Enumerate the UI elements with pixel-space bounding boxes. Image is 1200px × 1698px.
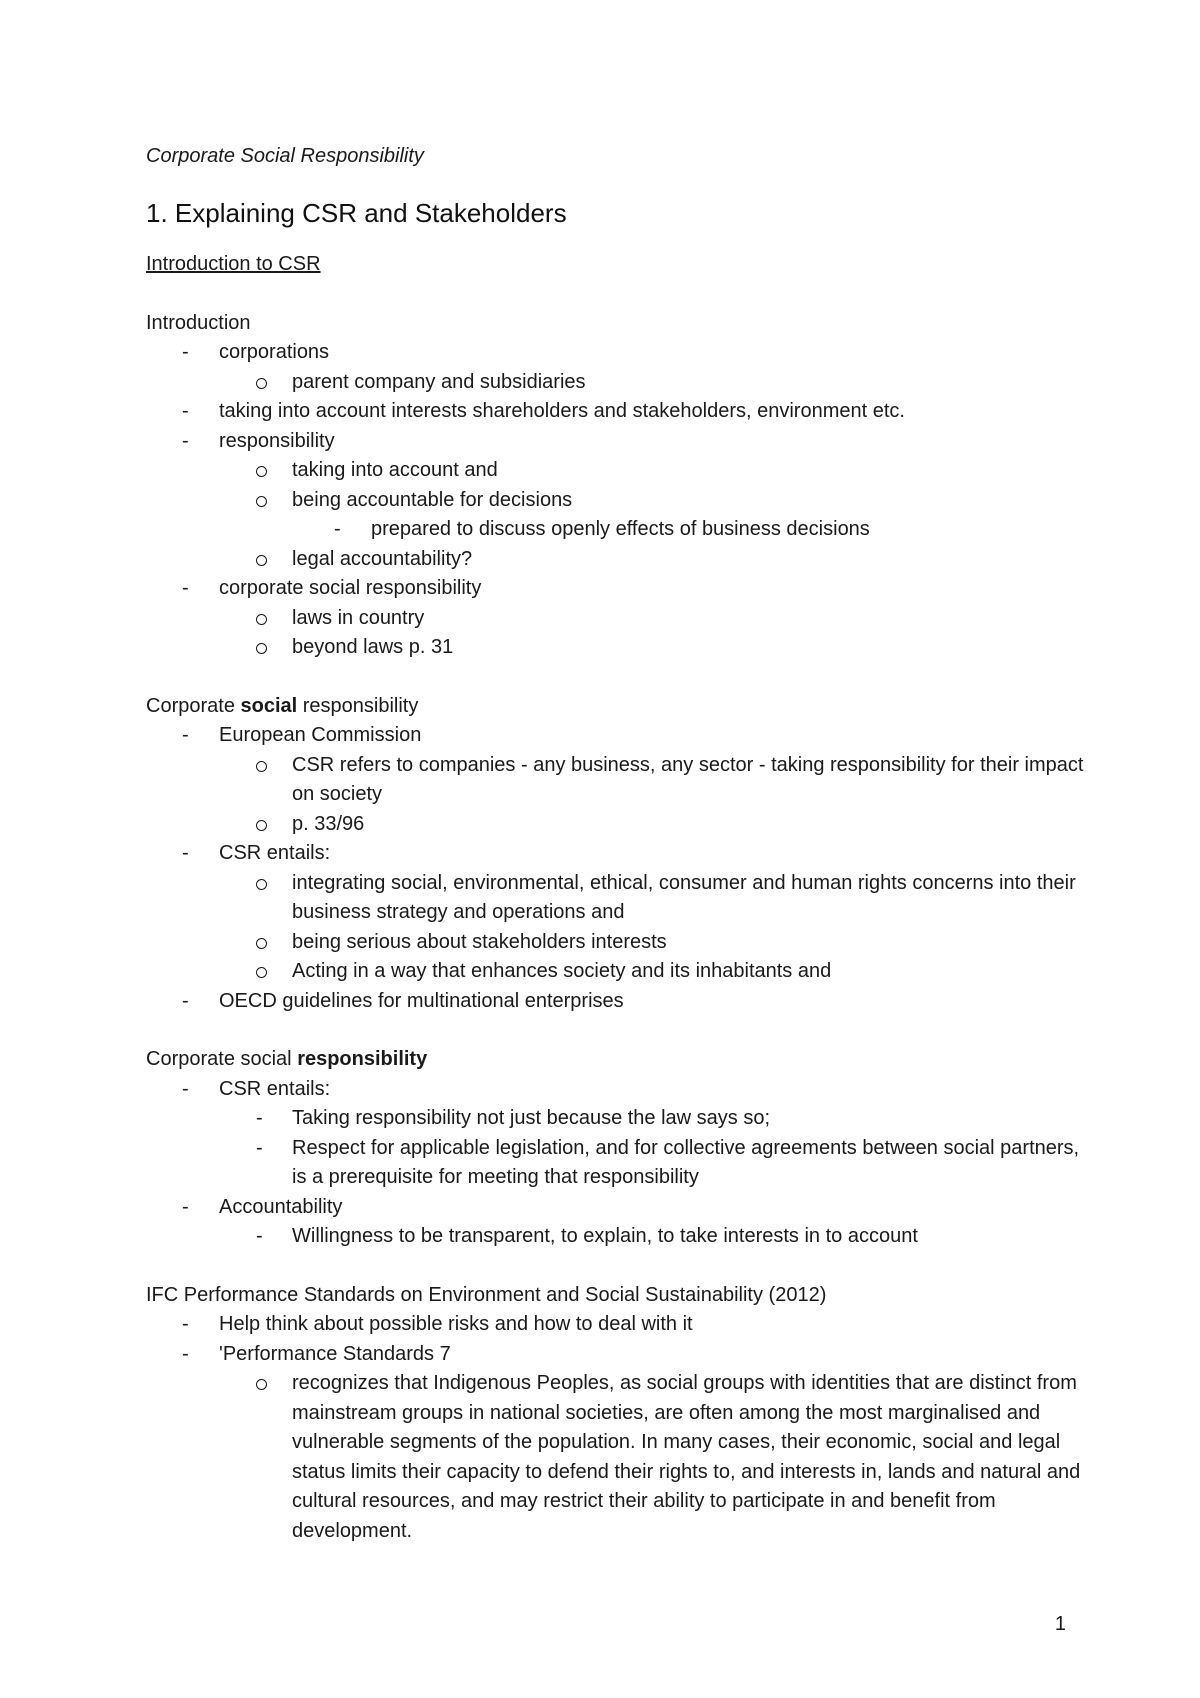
page-number: 1 bbox=[1054, 1613, 1066, 1635]
circle-bullet-icon bbox=[256, 938, 267, 949]
list-item-text: responsibility bbox=[219, 429, 335, 452]
list-item bbox=[146, 427, 1086, 575]
list-item-text: 'Performance Standards 7 bbox=[219, 1342, 451, 1365]
bullet-list bbox=[146, 721, 1086, 1016]
list-item-text: corporations bbox=[219, 341, 330, 363]
list-item bbox=[146, 1222, 1086, 1252]
sub-list bbox=[219, 604, 1086, 663]
dash-marker: - bbox=[256, 1225, 263, 1247]
list-item-text: being accountable for decisions bbox=[292, 488, 573, 511]
section-ifc bbox=[146, 1281, 1086, 1547]
dash-marker: - bbox=[256, 1107, 263, 1129]
title-text: Corporate bbox=[146, 694, 241, 717]
list-item-text: Willingness to be transparent, to explain, to take interests in to account bbox=[292, 1225, 918, 1247]
list-item bbox=[146, 574, 1086, 663]
circle-bullet-icon bbox=[256, 879, 267, 890]
list-item bbox=[146, 456, 1086, 486]
document-title: Corporate Social Responsibility bbox=[146, 145, 424, 167]
sub-list bbox=[219, 456, 1086, 574]
list-item bbox=[146, 928, 1086, 958]
title-text: Corporate social bbox=[146, 1048, 298, 1070]
list-item bbox=[146, 338, 1086, 397]
list-item-text: Acting in a way that enhances society and its inhabitants and bbox=[292, 960, 832, 982]
list-item-text: integrating social, environmental, ethical, consumer and human rights concerns into their business strategy and operations and bbox=[292, 871, 1076, 923]
dash-marker: - bbox=[182, 341, 189, 363]
list-item bbox=[146, 368, 1086, 398]
list-item bbox=[146, 1310, 1086, 1340]
list-item-text: laws in country bbox=[292, 606, 425, 629]
list-item bbox=[146, 721, 1086, 839]
list-item-text: corporate social responsibility bbox=[219, 577, 482, 599]
list-item-text: recognizes that Indigenous Peoples, as social groups with identities that are distinct from mainstream groups in national societies, are often among the most marginalised and vulnerable segments of the population. In many cases, their economic, social and legal status limits their capacity to defend their rights to, and interests in, lands and natural and cultural resources, and may restrict their ability to participate in and benefit from development. bbox=[292, 1372, 1081, 1542]
dash-marker: - bbox=[334, 518, 341, 540]
sub-list bbox=[219, 1104, 1086, 1193]
list-item-text: Accountability bbox=[219, 1195, 343, 1218]
title-text: responsibility bbox=[297, 694, 419, 717]
subheading: Introduction to CSR bbox=[146, 253, 321, 275]
section-heading: 1. Explaining CSR and Stakeholders bbox=[146, 198, 567, 228]
bullet-list bbox=[146, 1310, 1086, 1546]
list-item-text: CSR refers to companies - any business, any sector - taking responsibility for their impact on society bbox=[292, 753, 1084, 805]
dash-marker: - bbox=[182, 1313, 189, 1335]
list-item-text: prepared to discuss openly effects of business decisions bbox=[371, 518, 870, 540]
list-item-text: p. 33/96 bbox=[292, 812, 365, 835]
dash-marker: - bbox=[182, 577, 189, 599]
circle-bullet-icon bbox=[256, 967, 267, 978]
title-emphasis: social bbox=[240, 694, 298, 717]
dash-marker: - bbox=[182, 400, 189, 422]
list-item bbox=[146, 1075, 1086, 1193]
list-item bbox=[146, 957, 1086, 987]
sub-list bbox=[219, 368, 1086, 398]
list-item-text: taking into account interests shareholders and stakeholders, environment etc. bbox=[219, 400, 905, 422]
list-item bbox=[146, 633, 1086, 663]
list-item bbox=[146, 397, 1086, 427]
circle-bullet-icon bbox=[256, 761, 267, 772]
list-item bbox=[146, 515, 1086, 545]
list-item bbox=[146, 987, 1086, 1017]
list-item-text: OECD guidelines for multinational enterprises bbox=[219, 989, 624, 1012]
dash-marker: - bbox=[182, 1195, 189, 1218]
dash-marker: - bbox=[182, 1077, 189, 1100]
circle-bullet-icon bbox=[256, 378, 267, 389]
section-title: IFC Performance Standards on Environment and Social Sustainability (2012) bbox=[146, 1283, 827, 1306]
dash-marker: - bbox=[182, 842, 189, 864]
list-item-text: CSR entails: bbox=[219, 1077, 331, 1100]
list-item bbox=[146, 604, 1086, 634]
section-social bbox=[146, 692, 1086, 1017]
list-item bbox=[146, 1104, 1086, 1134]
sub-list bbox=[219, 1369, 1086, 1546]
list-item-text: being serious about stakeholders interests bbox=[292, 930, 667, 953]
section-title: Introduction bbox=[146, 311, 251, 334]
list-item bbox=[146, 751, 1086, 810]
list-item-text: Help think about possible risks and how to deal with it bbox=[219, 1313, 693, 1335]
bullet-list bbox=[146, 1075, 1086, 1252]
dash-marker: - bbox=[182, 989, 189, 1012]
dash-marker: - bbox=[182, 724, 189, 746]
section-introduction bbox=[146, 309, 1086, 663]
list-item-text: CSR entails: bbox=[219, 842, 331, 864]
circle-bullet-icon bbox=[256, 1379, 267, 1390]
list-item-text: beyond laws p. 31 bbox=[292, 636, 454, 658]
document-content bbox=[146, 142, 1086, 1546]
list-item-text: Respect for applicable legislation, and for collective agreements between social partners, is a prerequisite for meeting that responsibility bbox=[292, 1136, 1080, 1188]
sub-list bbox=[219, 869, 1086, 987]
list-item bbox=[146, 1134, 1086, 1193]
section-title bbox=[146, 1045, 1086, 1075]
list-item bbox=[146, 545, 1086, 575]
list-item-text: parent company and subsidiaries bbox=[292, 370, 586, 393]
list-item-text: Taking responsibility not just because the law says so; bbox=[292, 1107, 771, 1129]
dash-marker: - bbox=[182, 1342, 189, 1365]
list-item bbox=[146, 486, 1086, 545]
bullet-list bbox=[146, 338, 1086, 663]
list-item-text: European Commission bbox=[219, 724, 422, 746]
list-item bbox=[146, 839, 1086, 987]
list-item bbox=[146, 1193, 1086, 1252]
circle-bullet-icon bbox=[256, 614, 267, 625]
circle-bullet-icon bbox=[256, 643, 267, 654]
title-emphasis: responsibility bbox=[297, 1048, 428, 1070]
sub-sub-list bbox=[292, 515, 1086, 545]
section-responsibility bbox=[146, 1045, 1086, 1252]
list-item-text: legal accountability? bbox=[292, 547, 473, 570]
sub-list bbox=[219, 1222, 1086, 1252]
circle-bullet-icon bbox=[256, 820, 267, 831]
section-title bbox=[146, 692, 1086, 722]
sub-list bbox=[219, 751, 1086, 840]
list-item-text: taking into account and bbox=[292, 459, 498, 481]
list-item bbox=[146, 869, 1086, 928]
list-item bbox=[146, 810, 1086, 840]
list-item bbox=[146, 1340, 1086, 1547]
dash-marker: - bbox=[256, 1136, 263, 1159]
circle-bullet-icon bbox=[256, 555, 267, 566]
circle-bullet-icon bbox=[256, 496, 267, 507]
circle-bullet-icon bbox=[256, 466, 267, 477]
dash-marker: - bbox=[182, 429, 189, 452]
list-item bbox=[146, 1369, 1086, 1546]
